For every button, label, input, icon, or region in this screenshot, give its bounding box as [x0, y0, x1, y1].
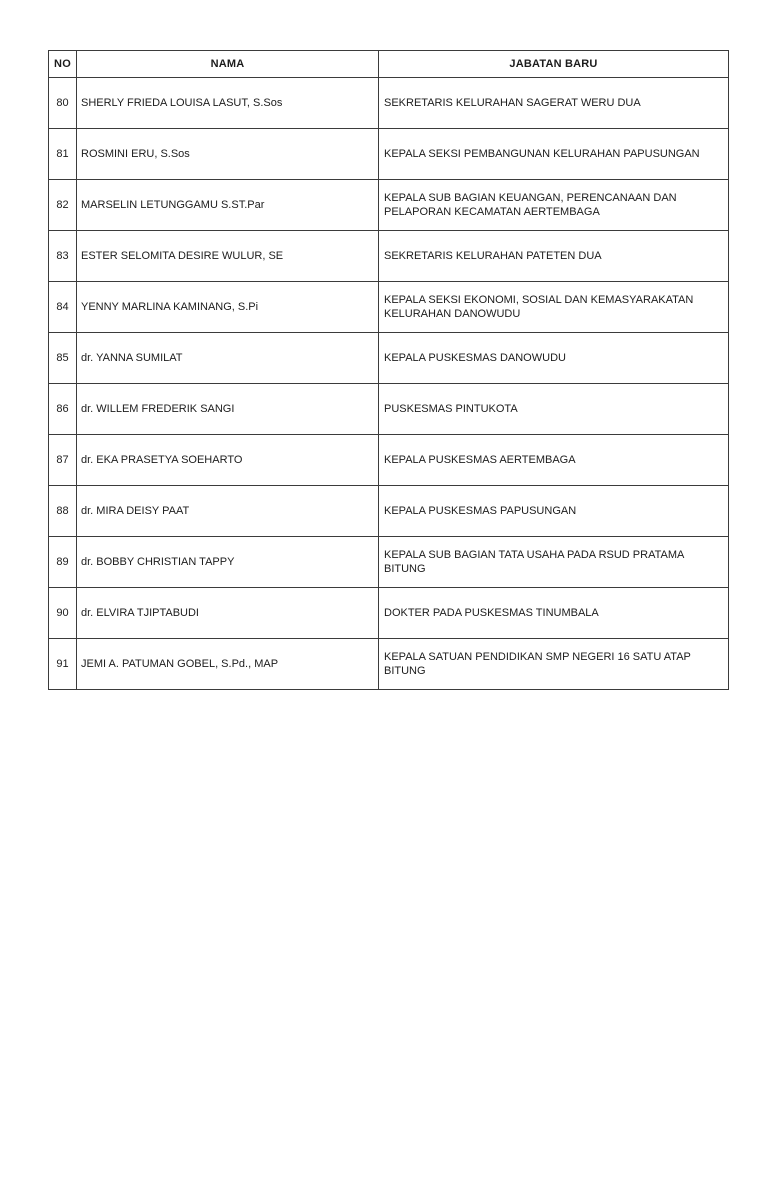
table-row [49, 486, 729, 537]
table-row [49, 231, 729, 282]
row-number-cell: 81 [49, 129, 77, 180]
row-number-cell: 87 [49, 435, 77, 486]
nama-cell: dr. ELVIRA TJIPTABUDI [77, 588, 379, 639]
table-row [49, 129, 729, 180]
table-row [49, 78, 729, 129]
row-number-cell: 88 [49, 486, 77, 537]
nama-cell: dr. EKA PRASETYA SOEHARTO [77, 435, 379, 486]
jabatan-baru-cell: DOKTER PADA PUSKESMAS TINUMBALA [379, 588, 729, 639]
nama-cell: ROSMINI ERU, S.Sos [77, 129, 379, 180]
jabatan-baru-cell: KEPALA PUSKESMAS PAPUSUNGAN [379, 486, 729, 537]
personnel-table [48, 50, 729, 690]
jabatan-baru-cell: KEPALA SUB BAGIAN KEUANGAN, PERENCANAAN DAN PELAPORAN KECAMATAN AERTEMBAGA [379, 180, 729, 231]
row-number-cell: 90 [49, 588, 77, 639]
table-row [49, 180, 729, 231]
jabatan-baru-cell: KEPALA PUSKESMAS AERTEMBAGA [379, 435, 729, 486]
header-jabatan-baru: JABATAN BARU [379, 51, 729, 78]
jabatan-baru-cell: KEPALA SUB BAGIAN TATA USAHA PADA RSUD PRATAMA BITUNG [379, 537, 729, 588]
header-no: NO [49, 51, 77, 78]
nama-cell: dr. MIRA DEISY PAAT [77, 486, 379, 537]
table-body [49, 78, 729, 690]
header-nama: NAMA [77, 51, 379, 78]
jabatan-baru-cell: KEPALA PUSKESMAS DANOWUDU [379, 333, 729, 384]
table-row [49, 588, 729, 639]
row-number-cell: 85 [49, 333, 77, 384]
row-number-cell: 84 [49, 282, 77, 333]
nama-cell: MARSELIN LETUNGGAMU S.ST.Par [77, 180, 379, 231]
table-row [49, 384, 729, 435]
row-number-cell: 91 [49, 639, 77, 690]
jabatan-baru-cell: KEPALA SATUAN PENDIDIKAN SMP NEGERI 16 SATU ATAP BITUNG [379, 639, 729, 690]
nama-cell: JEMI A. PATUMAN GOBEL, S.Pd., MAP [77, 639, 379, 690]
row-number-cell: 83 [49, 231, 77, 282]
jabatan-baru-cell: KEPALA SEKSI PEMBANGUNAN KELURAHAN PAPUSUNGAN [379, 129, 729, 180]
jabatan-baru-cell: SEKRETARIS KELURAHAN PATETEN DUA [379, 231, 729, 282]
nama-cell: YENNY MARLINA KAMINANG, S.Pi [77, 282, 379, 333]
table-row [49, 282, 729, 333]
table-row [49, 435, 729, 486]
nama-cell: dr. BOBBY CHRISTIAN TAPPY [77, 537, 379, 588]
nama-cell: SHERLY FRIEDA LOUISA LASUT, S.Sos [77, 78, 379, 129]
table-row [49, 639, 729, 690]
table-header-row [49, 51, 729, 78]
row-number-cell: 86 [49, 384, 77, 435]
row-number-cell: 82 [49, 180, 77, 231]
table-row [49, 333, 729, 384]
jabatan-baru-cell: KEPALA SEKSI EKONOMI, SOSIAL DAN KEMASYARAKATAN KELURAHAN DANOWUDU [379, 282, 729, 333]
table-row [49, 537, 729, 588]
row-number-cell: 80 [49, 78, 77, 129]
jabatan-baru-cell: SEKRETARIS KELURAHAN SAGERAT WERU DUA [379, 78, 729, 129]
table-header [49, 51, 729, 78]
jabatan-baru-cell: PUSKESMAS PINTUKOTA [379, 384, 729, 435]
nama-cell: dr. YANNA SUMILAT [77, 333, 379, 384]
nama-cell: dr. WILLEM FREDERIK SANGI [77, 384, 379, 435]
row-number-cell: 89 [49, 537, 77, 588]
nama-cell: ESTER SELOMITA DESIRE WULUR, SE [77, 231, 379, 282]
